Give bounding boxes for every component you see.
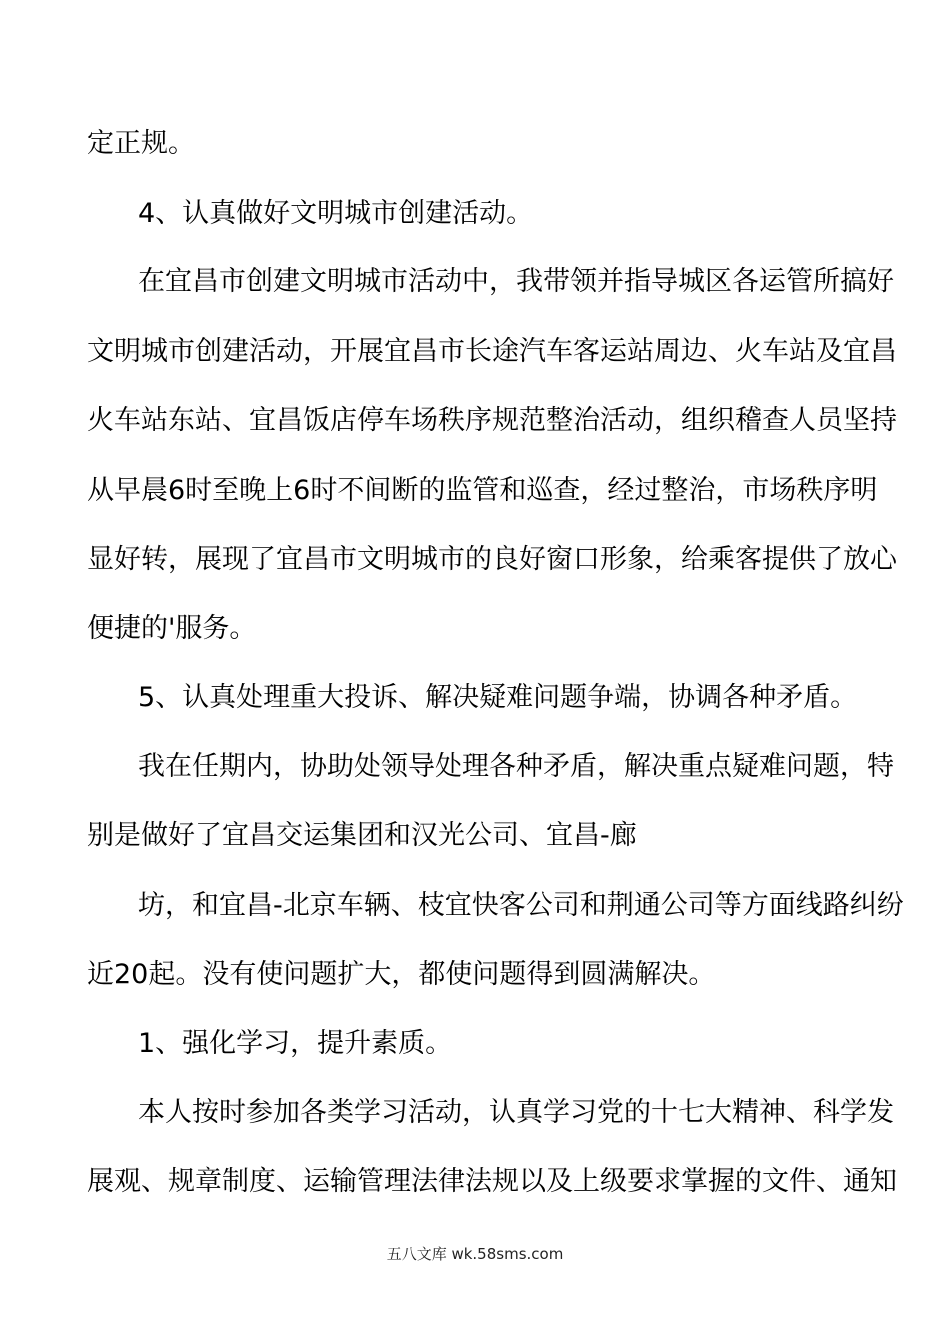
section-heading: 4、认真做好文明城市创建活动。 <box>138 198 534 229</box>
paragraph-line: 火车站东站、宜昌饭店停车场秩序规范整治活动，组织稽查人员坚持 <box>87 405 897 436</box>
section-heading: 5、认真处理重大投诉、解决疑难问题争端，协调各种矛盾。 <box>138 682 858 713</box>
paragraph-line: 坊，和宜昌-北京车辆、枝宜快客公司和荆通公司等方面线路纠纷 <box>138 890 904 921</box>
section-heading: 1、强化学习，提升素质。 <box>138 1028 453 1059</box>
paragraph-line: 从早晨6时至晚上6时不间断的监管和巡查，经过整治，市场秩序明 <box>87 475 878 506</box>
paragraph-line: 本人按时参加各类学习活动，认真学习党的十七大精神、科学发 <box>138 1097 894 1128</box>
paragraph-line: 我在任期内，协助处领导处理各种矛盾，解决重点疑难问题，特 <box>138 751 894 782</box>
paragraph-line: 显好转，展现了宜昌市文明城市的良好窗口形象，给乘客提供了放心 <box>87 544 897 575</box>
paragraph-line: 定正规。 <box>87 128 195 159</box>
paragraph-line: 在宜昌市创建文明城市活动中，我带领并指导城区各运管所搞好 <box>138 266 894 297</box>
paragraph-line: 展观、规章制度、运输管理法律法规以及上级要求掌握的文件、通知 <box>87 1166 897 1197</box>
page-footer: 五八文库 wk.58sms.com <box>386 1245 564 1263</box>
paragraph-line: 文明城市创建活动，开展宜昌市长途汽车客运站周边、火车站及宜昌 <box>87 336 897 367</box>
paragraph-line: 便捷的'服务。 <box>87 613 257 644</box>
paragraph-line: 别是做好了宜昌交运集团和汉光公司、宜昌-廊 <box>87 820 637 851</box>
paragraph-line: 近20起。没有使问题扩大，都使问题得到圆满解决。 <box>87 959 716 990</box>
